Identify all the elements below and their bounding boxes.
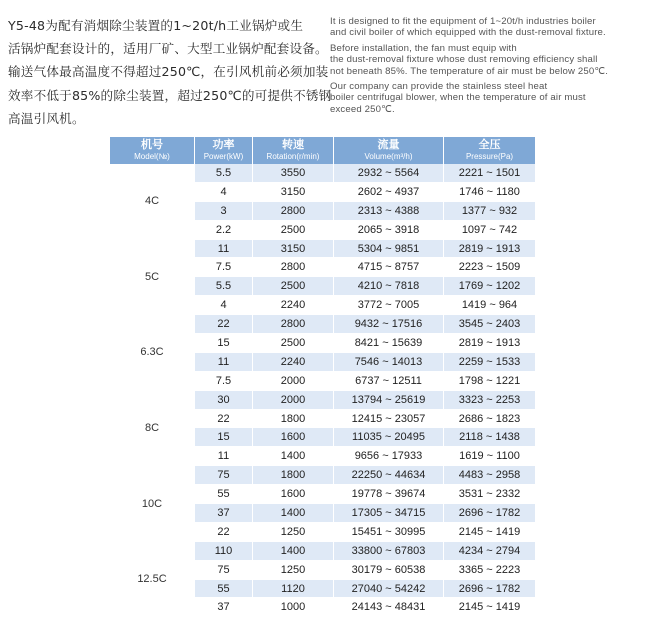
table-cell: 37 bbox=[195, 504, 253, 523]
intro-en-line: Our company can provide the stainless steel heat bbox=[330, 81, 548, 93]
intro-en-line: exceed 250℃. bbox=[330, 103, 395, 115]
table-cell: 4210 ~ 7818 bbox=[334, 277, 444, 296]
table-cell: 4715 ~ 8757 bbox=[334, 258, 444, 277]
column-header-cn: 全压 bbox=[478, 138, 501, 151]
intro-en-line: the dust-removal fixture whose dust removing efficiency shall bbox=[330, 54, 598, 66]
intro-section bbox=[0, 0, 650, 130]
table-cell: 9432 ~ 17516 bbox=[334, 315, 444, 334]
table-cell: 13794 ~ 25619 bbox=[334, 391, 444, 410]
table-cell: 2800 bbox=[253, 202, 334, 221]
table-cell: 11 bbox=[195, 240, 253, 259]
column-header-cn: 转速 bbox=[282, 138, 304, 151]
column-header bbox=[334, 137, 444, 164]
table-cell: 22250 ~ 44634 bbox=[334, 466, 444, 485]
table-cell: 1619 ~ 1100 bbox=[444, 447, 535, 466]
intro-cn-line: 效率不低于85%的除尘装置，超过250℃的可提供不锈钢 bbox=[8, 87, 332, 103]
table-cell: 27040 ~ 54242 bbox=[334, 580, 444, 599]
table-cell: 2686 ~ 1823 bbox=[444, 410, 535, 429]
spec-table bbox=[110, 137, 535, 617]
intro-cn-line: 活锅炉配套设计的，适用厂矿、大型工业锅炉配套设备。 bbox=[8, 41, 328, 57]
table-cell: 75 bbox=[195, 466, 253, 485]
table-cell: 30 bbox=[195, 391, 253, 410]
table-cell: 2932 ~ 5564 bbox=[334, 164, 444, 183]
table-cell: 1800 bbox=[253, 466, 334, 485]
column-header bbox=[444, 137, 535, 164]
table-cell: 2221 ~ 1501 bbox=[444, 164, 535, 183]
table-cell: 1400 bbox=[253, 504, 334, 523]
table-row bbox=[110, 164, 535, 183]
table-cell: 1769 ~ 1202 bbox=[444, 277, 535, 296]
table-cell: 2065 ~ 3918 bbox=[334, 221, 444, 240]
column-header-en: Model(№) bbox=[134, 151, 170, 161]
table-cell: 1800 bbox=[253, 410, 334, 429]
table-cell: 15 bbox=[195, 334, 253, 353]
column-header-en: Power(kW) bbox=[203, 151, 244, 161]
table-cell: 2819 ~ 1913 bbox=[444, 240, 535, 259]
table-cell: 1000 bbox=[253, 598, 334, 617]
table-cell: 1746 ~ 1180 bbox=[444, 183, 535, 202]
table-cell: 2500 bbox=[253, 221, 334, 240]
table-cell: 2500 bbox=[253, 334, 334, 353]
intro-en-line: It is designed to fit the equipment of 1~20t/h industries boiler bbox=[330, 16, 596, 27]
table-cell: 19778 ~ 39674 bbox=[334, 485, 444, 504]
table-cell: 4483 ~ 2958 bbox=[444, 466, 535, 485]
intro-en-line: Before installation, the fan must equip with bbox=[330, 42, 517, 54]
table-cell: 2819 ~ 1913 bbox=[444, 334, 535, 353]
table-cell: 17305 ~ 34715 bbox=[334, 504, 444, 523]
intro-cn-line: 输送气体最高温度不得超过250℃，在引风机前必须加装 bbox=[8, 64, 329, 80]
table-row bbox=[110, 542, 535, 561]
table-cell: 8421 ~ 15639 bbox=[334, 334, 444, 353]
model-cell: 12.5C bbox=[110, 542, 195, 617]
table-cell: 3772 ~ 7005 bbox=[334, 296, 444, 315]
table-row bbox=[110, 466, 535, 485]
intro-chinese-text bbox=[8, 14, 330, 130]
table-row bbox=[110, 391, 535, 410]
table-cell: 5.5 bbox=[195, 277, 253, 296]
model-cell: 10C bbox=[110, 466, 195, 542]
table-cell: 2240 bbox=[253, 353, 334, 372]
table-cell: 15 bbox=[195, 428, 253, 447]
table-cell: 3545 ~ 2403 bbox=[444, 315, 535, 334]
table-cell: 15451 ~ 30995 bbox=[334, 523, 444, 542]
table-cell: 22 bbox=[195, 523, 253, 542]
table-cell: 22 bbox=[195, 410, 253, 429]
table-cell: 7546 ~ 14013 bbox=[334, 353, 444, 372]
intro-english-text bbox=[330, 16, 648, 115]
intro-en-line: and civil boiler of which equipped with the dust-removal fixture. bbox=[330, 27, 606, 39]
table-header-row bbox=[110, 137, 535, 164]
table-cell: 1600 bbox=[253, 428, 334, 447]
table-cell: 2259 ~ 1533 bbox=[444, 353, 535, 372]
column-header bbox=[195, 137, 253, 164]
table-cell: 2602 ~ 4937 bbox=[334, 183, 444, 202]
column-header-cn: 机号 bbox=[141, 138, 163, 151]
model-cell: 5C bbox=[110, 240, 195, 316]
table-cell: 1377 ~ 932 bbox=[444, 202, 535, 221]
table-cell: 1600 bbox=[253, 485, 334, 504]
table-cell: 2240 bbox=[253, 296, 334, 315]
table-cell: 3150 bbox=[253, 240, 334, 259]
table-cell: 1250 bbox=[253, 523, 334, 542]
table-cell: 1419 ~ 964 bbox=[444, 296, 535, 315]
table-cell: 3531 ~ 2332 bbox=[444, 485, 535, 504]
table-cell: 12415 ~ 23057 bbox=[334, 410, 444, 429]
table-cell: 1400 bbox=[253, 542, 334, 561]
table-cell: 110 bbox=[195, 542, 253, 561]
table-cell: 2500 bbox=[253, 277, 334, 296]
table-cell: 1250 bbox=[253, 561, 334, 580]
table-cell: 2118 ~ 1438 bbox=[444, 428, 535, 447]
table-cell: 3365 ~ 2223 bbox=[444, 561, 535, 580]
table-cell: 9656 ~ 17933 bbox=[334, 447, 444, 466]
table-cell: 5.5 bbox=[195, 164, 253, 183]
table-cell: 2000 bbox=[253, 372, 334, 391]
table-cell: 2223 ~ 1509 bbox=[444, 258, 535, 277]
table-cell: 55 bbox=[195, 485, 253, 504]
intro-cn-line: Y5-48为配有消烟除尘装置的1~20t/h工业锅炉或生 bbox=[8, 18, 304, 33]
table-cell: 3 bbox=[195, 202, 253, 221]
table-cell: 2000 bbox=[253, 391, 334, 410]
table-cell: 3150 bbox=[253, 183, 334, 202]
table-cell: 2696 ~ 1782 bbox=[444, 504, 535, 523]
table-cell: 1798 ~ 1221 bbox=[444, 372, 535, 391]
table-row bbox=[110, 240, 535, 259]
column-header-cn: 功率 bbox=[212, 138, 235, 151]
table-cell: 11 bbox=[195, 447, 253, 466]
table-cell: 5304 ~ 9851 bbox=[334, 240, 444, 259]
column-header-en: Pressure(Pa) bbox=[465, 151, 514, 161]
table-cell: 7.5 bbox=[195, 258, 253, 277]
model-cell: 8C bbox=[110, 391, 195, 467]
table-cell: 11 bbox=[195, 353, 253, 372]
intro-en-line: not beneath 85%. The temperature of air must be below 250℃. bbox=[330, 65, 609, 77]
table-cell: 4 bbox=[195, 183, 253, 202]
column-header-cn: 流量 bbox=[377, 138, 400, 151]
table-cell: 6737 ~ 12511 bbox=[334, 372, 444, 391]
intro-cn-line: 高温引风机。 bbox=[8, 110, 85, 126]
table-cell: 7.5 bbox=[195, 372, 253, 391]
table-cell: 30179 ~ 60538 bbox=[334, 561, 444, 580]
table-cell: 33800 ~ 67803 bbox=[334, 542, 444, 561]
table-cell: 24143 ~ 48431 bbox=[334, 598, 444, 617]
table-cell: 4 bbox=[195, 296, 253, 315]
table-cell: 3323 ~ 2253 bbox=[444, 391, 535, 410]
table-cell: 37 bbox=[195, 598, 253, 617]
table-cell: 2800 bbox=[253, 258, 334, 277]
table-cell: 55 bbox=[195, 580, 253, 599]
table-cell: 75 bbox=[195, 561, 253, 580]
table-cell: 1400 bbox=[253, 447, 334, 466]
table-cell: 2145 ~ 1419 bbox=[444, 598, 535, 617]
table-cell: 3550 bbox=[253, 164, 334, 183]
table-cell: 22 bbox=[195, 315, 253, 334]
table-cell: 2313 ~ 4388 bbox=[334, 202, 444, 221]
column-header bbox=[253, 137, 334, 164]
table-cell: 4234 ~ 2794 bbox=[444, 542, 535, 561]
column-header-en: Rotation(r/min) bbox=[266, 151, 320, 161]
model-cell: 4C bbox=[110, 164, 195, 240]
table-cell: 2145 ~ 1419 bbox=[444, 523, 535, 542]
column-header bbox=[110, 137, 195, 164]
table-cell: 11035 ~ 20495 bbox=[334, 428, 444, 447]
table-cell: 1097 ~ 742 bbox=[444, 221, 535, 240]
table-cell: 2696 ~ 1782 bbox=[444, 580, 535, 599]
table-cell: 1120 bbox=[253, 580, 334, 599]
table-cell: 2.2 bbox=[195, 221, 253, 240]
table-row bbox=[110, 315, 535, 334]
column-header-en: Volume(m³/h) bbox=[364, 151, 413, 161]
table-cell: 2800 bbox=[253, 315, 334, 334]
intro-en-line: boiler centrifugal blower, when the temperature of air must bbox=[330, 92, 586, 104]
model-cell: 6.3C bbox=[110, 315, 195, 391]
